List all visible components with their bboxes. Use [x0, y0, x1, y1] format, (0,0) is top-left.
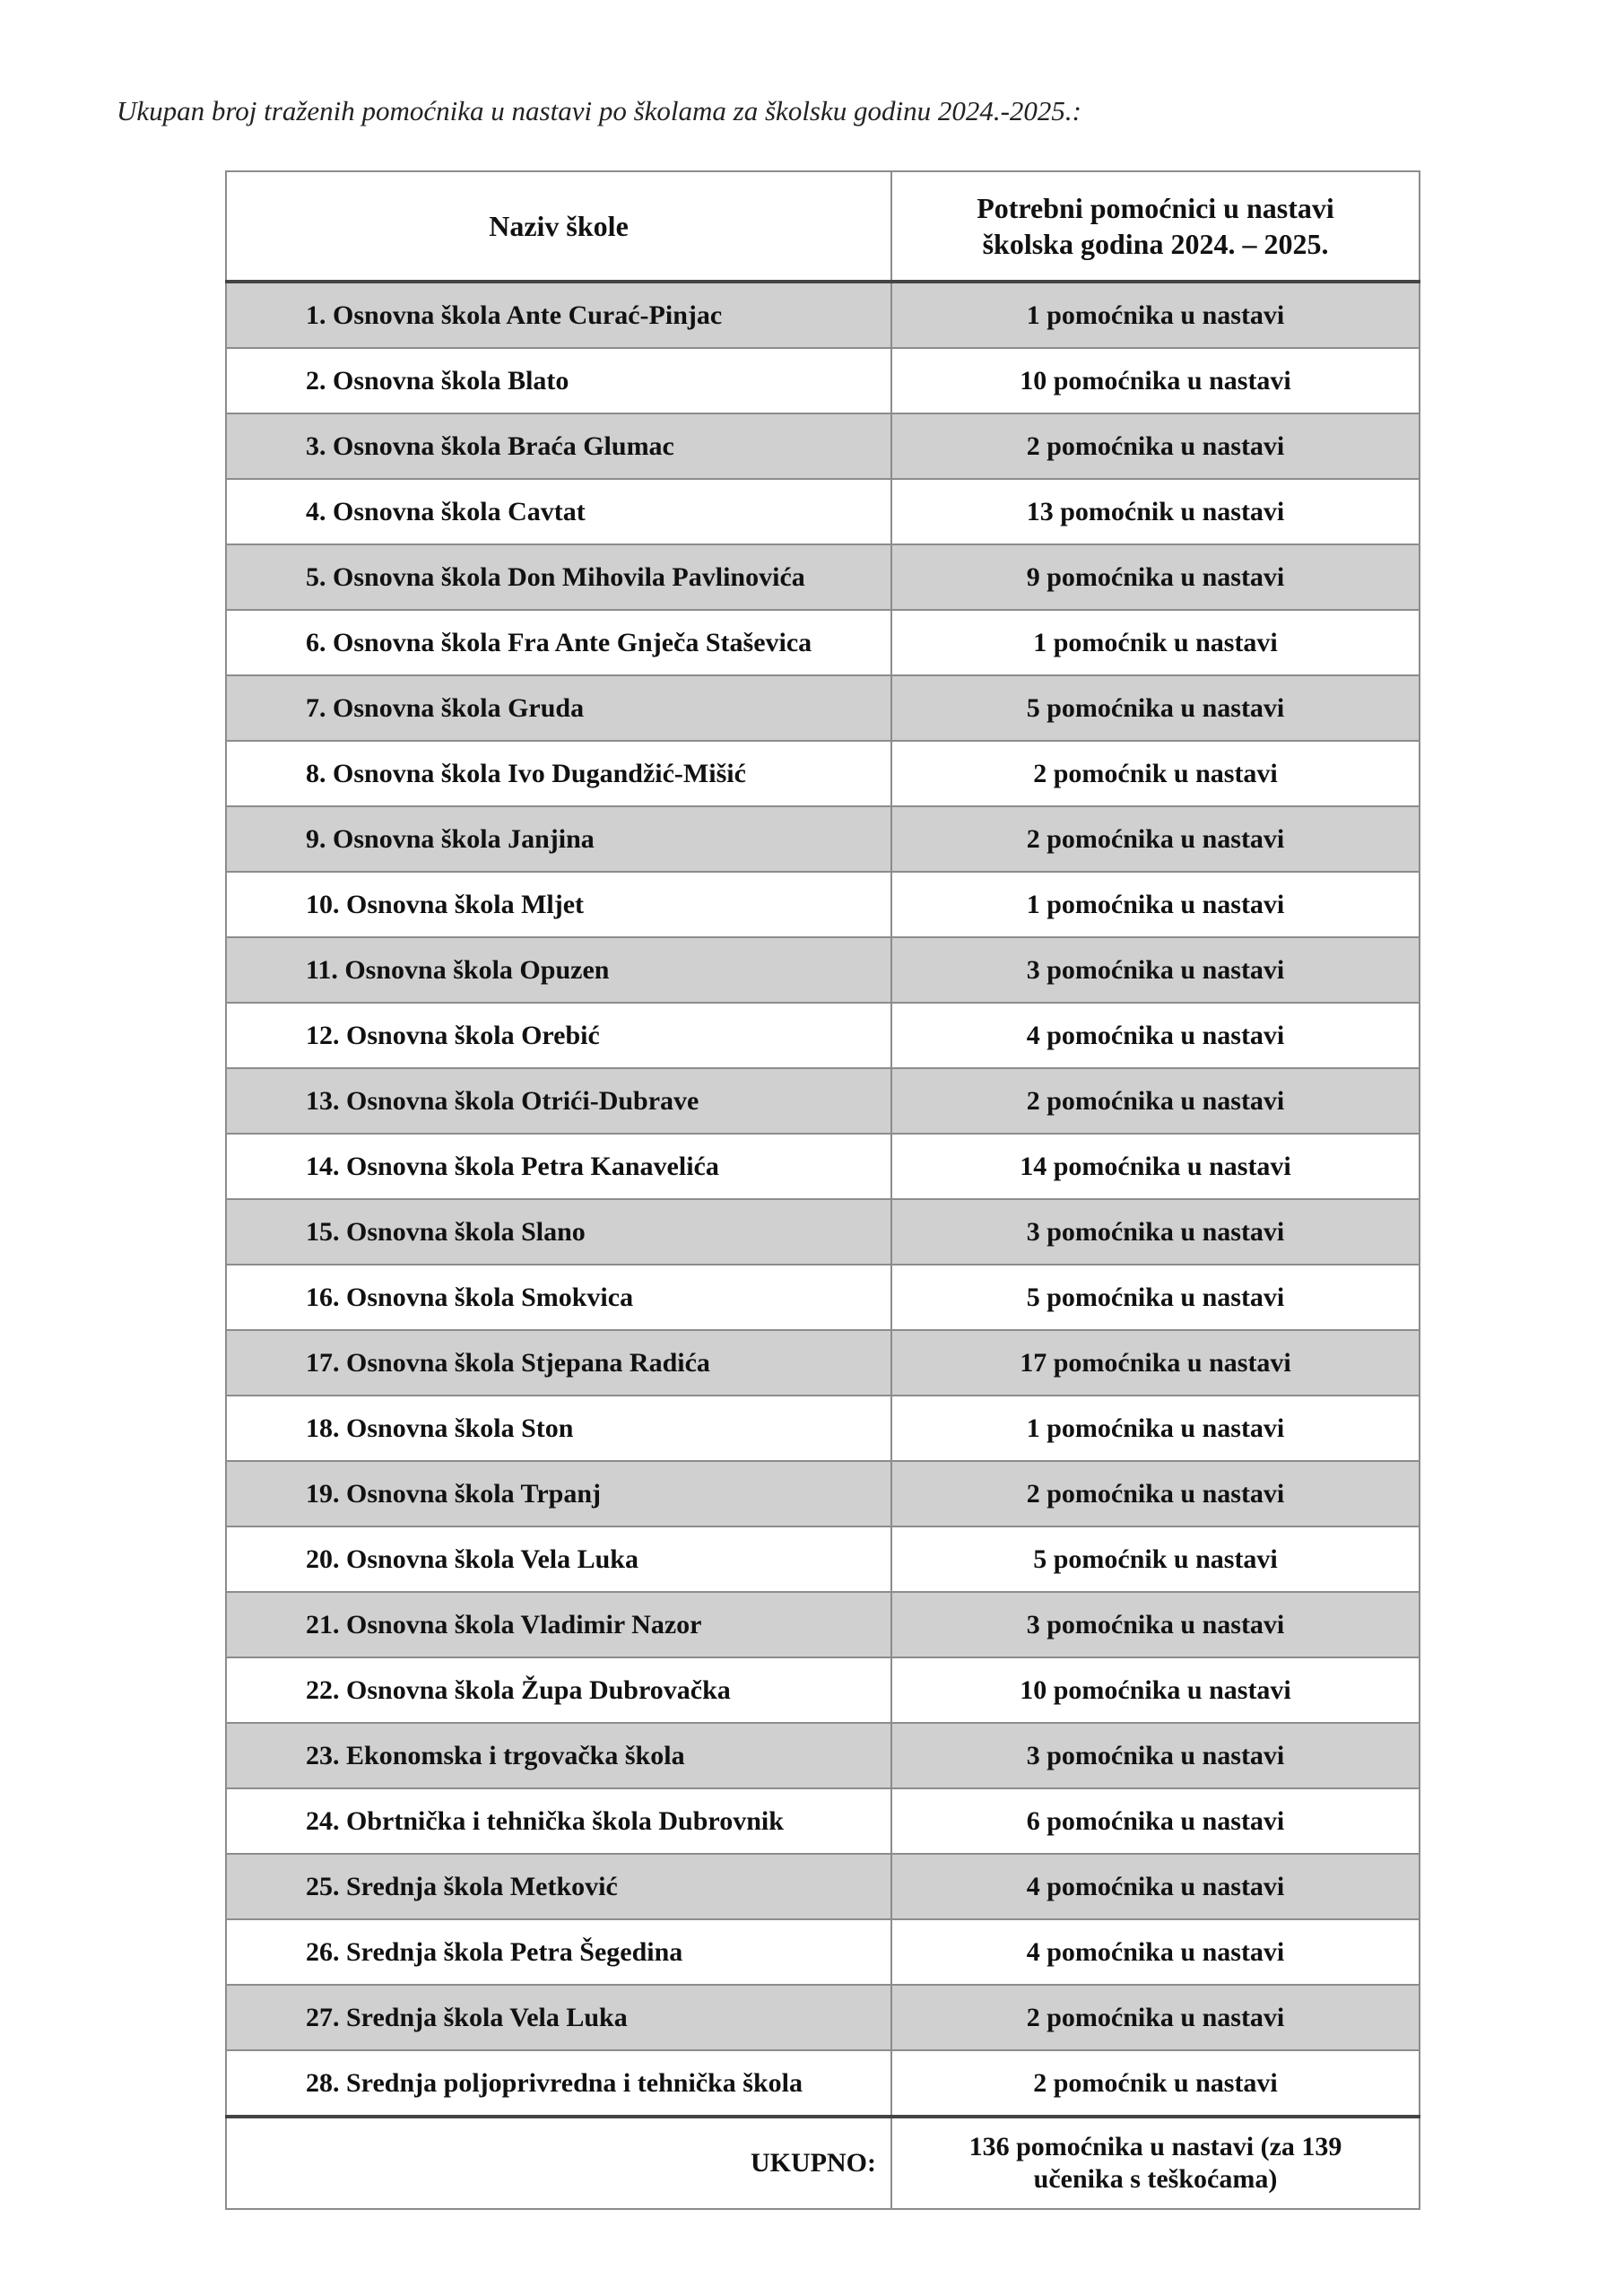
assistants-count: 4 pomoćnika u nastavi: [891, 1854, 1420, 1919]
school-name: 23. Ekonomska i trgovačka škola: [226, 1723, 891, 1788]
assistants-count: 5 pomoćnik u nastavi: [891, 1526, 1420, 1592]
assistants-count: 3 pomoćnika u nastavi: [891, 1723, 1420, 1788]
header-assistants-line2: školska godina 2024. – 2025.: [982, 228, 1329, 260]
table-row: [226, 806, 1420, 872]
assistants-count: 2 pomoćnika u nastavi: [891, 1461, 1420, 1526]
total-row: [226, 2117, 1420, 2209]
table-row: [226, 1461, 1420, 1526]
assistants-count: 9 pomoćnika u nastavi: [891, 544, 1420, 610]
table-row: [226, 1985, 1420, 2050]
assistants-count: 1 pomoćnik u nastavi: [891, 610, 1420, 675]
assistants-count: 5 pomoćnika u nastavi: [891, 1265, 1420, 1330]
school-name: 15. Osnovna škola Slano: [226, 1199, 891, 1265]
school-name: 17. Osnovna škola Stjepana Radića: [226, 1330, 891, 1396]
school-name: 12. Osnovna škola Orebić: [226, 1003, 891, 1068]
school-name: 1. Osnovna škola Ante Curać-Pinjac: [226, 282, 891, 348]
school-name: 7. Osnovna škola Gruda: [226, 675, 891, 741]
total-value-line1: 136 pomoćnika u nastavi (za 139: [968, 2132, 1342, 2161]
total-label: UKUPNO:: [226, 2117, 891, 2209]
table-row: [226, 741, 1420, 806]
total-value-line2: učenika s teškoćama): [1033, 2164, 1278, 2194]
assistants-count: 2 pomoćnik u nastavi: [891, 2050, 1420, 2117]
school-name: 26. Srednja škola Petra Šegedina: [226, 1919, 891, 1985]
assistants-count: 4 pomoćnika u nastavi: [891, 1003, 1420, 1068]
schools-table: [225, 170, 1420, 2210]
assistants-count: 2 pomoćnika u nastavi: [891, 1985, 1420, 2050]
header-school-name: Naziv škole: [226, 171, 891, 282]
table-row: [226, 1265, 1420, 1330]
assistants-count: 4 pomoćnika u nastavi: [891, 1919, 1420, 1985]
school-name: 27. Srednja škola Vela Luka: [226, 1985, 891, 2050]
table-row: [226, 1068, 1420, 1134]
table-row: [226, 872, 1420, 937]
table-row: [226, 1134, 1420, 1199]
table-row: [226, 1396, 1420, 1461]
table-row: [226, 544, 1420, 610]
header-assistants-needed: [891, 171, 1420, 282]
assistants-count: 2 pomoćnika u nastavi: [891, 413, 1420, 479]
school-name: 18. Osnovna škola Ston: [226, 1396, 891, 1461]
table-row: [226, 1657, 1420, 1723]
school-name: 11. Osnovna škola Opuzen: [226, 937, 891, 1003]
school-name: 20. Osnovna škola Vela Luka: [226, 1526, 891, 1592]
table-row: [226, 675, 1420, 741]
assistants-count: 1 pomoćnika u nastavi: [891, 282, 1420, 348]
school-name: 9. Osnovna škola Janjina: [226, 806, 891, 872]
assistants-count: 2 pomoćnika u nastavi: [891, 806, 1420, 872]
table-row: [226, 1003, 1420, 1068]
table-row: [226, 937, 1420, 1003]
table-row: [226, 1330, 1420, 1396]
school-name: 5. Osnovna škola Don Mihovila Pavlinovića: [226, 544, 891, 610]
table-row: [226, 1919, 1420, 1985]
assistants-count: 5 pomoćnika u nastavi: [891, 675, 1420, 741]
total-value: [891, 2117, 1420, 2209]
table-row: [226, 282, 1420, 348]
school-name: 16. Osnovna škola Smokvica: [226, 1265, 891, 1330]
table-row: [226, 1788, 1420, 1854]
school-name: 10. Osnovna škola Mljet: [226, 872, 891, 937]
table-row: [226, 1854, 1420, 1919]
school-name: 22. Osnovna škola Župa Dubrovačka: [226, 1657, 891, 1723]
table-body: [226, 282, 1420, 2117]
table-row: [226, 479, 1420, 544]
school-name: 13. Osnovna škola Otrići-Dubrave: [226, 1068, 891, 1134]
assistants-count: 2 pomoćnika u nastavi: [891, 1068, 1420, 1134]
school-name: 19. Osnovna škola Trpanj: [226, 1461, 891, 1526]
assistants-count: 3 pomoćnika u nastavi: [891, 1199, 1420, 1265]
table-header-row: [226, 171, 1420, 282]
assistants-count: 3 pomoćnika u nastavi: [891, 937, 1420, 1003]
intro-text: Ukupan broj traženih pomoćnika u nastavi po školama za školsku godinu 2024.-2025.:: [117, 95, 1082, 126]
assistants-count: 10 pomoćnika u nastavi: [891, 1657, 1420, 1723]
assistants-count: 3 pomoćnika u nastavi: [891, 1592, 1420, 1657]
school-name: 2. Osnovna škola Blato: [226, 348, 891, 413]
assistants-count: 17 pomoćnika u nastavi: [891, 1330, 1420, 1396]
school-name: 25. Srednja škola Metković: [226, 1854, 891, 1919]
assistants-count: 13 pomoćnik u nastavi: [891, 479, 1420, 544]
assistants-count: 1 pomoćnika u nastavi: [891, 872, 1420, 937]
assistants-count: 6 pomoćnika u nastavi: [891, 1788, 1420, 1854]
table-row: [226, 348, 1420, 413]
school-name: 28. Srednja poljoprivredna i tehnička škola: [226, 2050, 891, 2117]
assistants-count: 14 pomoćnika u nastavi: [891, 1134, 1420, 1199]
school-name: 24. Obrtnička i tehnička škola Dubrovnik: [226, 1788, 891, 1854]
table-row: [226, 413, 1420, 479]
school-name: 4. Osnovna škola Cavtat: [226, 479, 891, 544]
assistants-count: 10 pomoćnika u nastavi: [891, 348, 1420, 413]
school-name: 21. Osnovna škola Vladimir Nazor: [226, 1592, 891, 1657]
assistants-count: 1 pomoćnika u nastavi: [891, 1396, 1420, 1461]
table-row: [226, 2050, 1420, 2117]
header-assistants-line1: Potrebni pomoćnici u nastavi: [977, 192, 1334, 224]
table-row: [226, 1526, 1420, 1592]
school-name: 14. Osnovna škola Petra Kanavelića: [226, 1134, 891, 1199]
assistants-count: 2 pomoćnik u nastavi: [891, 741, 1420, 806]
table-row: [226, 610, 1420, 675]
table-row: [226, 1199, 1420, 1265]
school-name: 8. Osnovna škola Ivo Dugandžić-Mišić: [226, 741, 891, 806]
table-row: [226, 1723, 1420, 1788]
table-row: [226, 1592, 1420, 1657]
school-name: 3. Osnovna škola Braća Glumac: [226, 413, 891, 479]
school-name: 6. Osnovna škola Fra Ante Gnječa Staševica: [226, 610, 891, 675]
